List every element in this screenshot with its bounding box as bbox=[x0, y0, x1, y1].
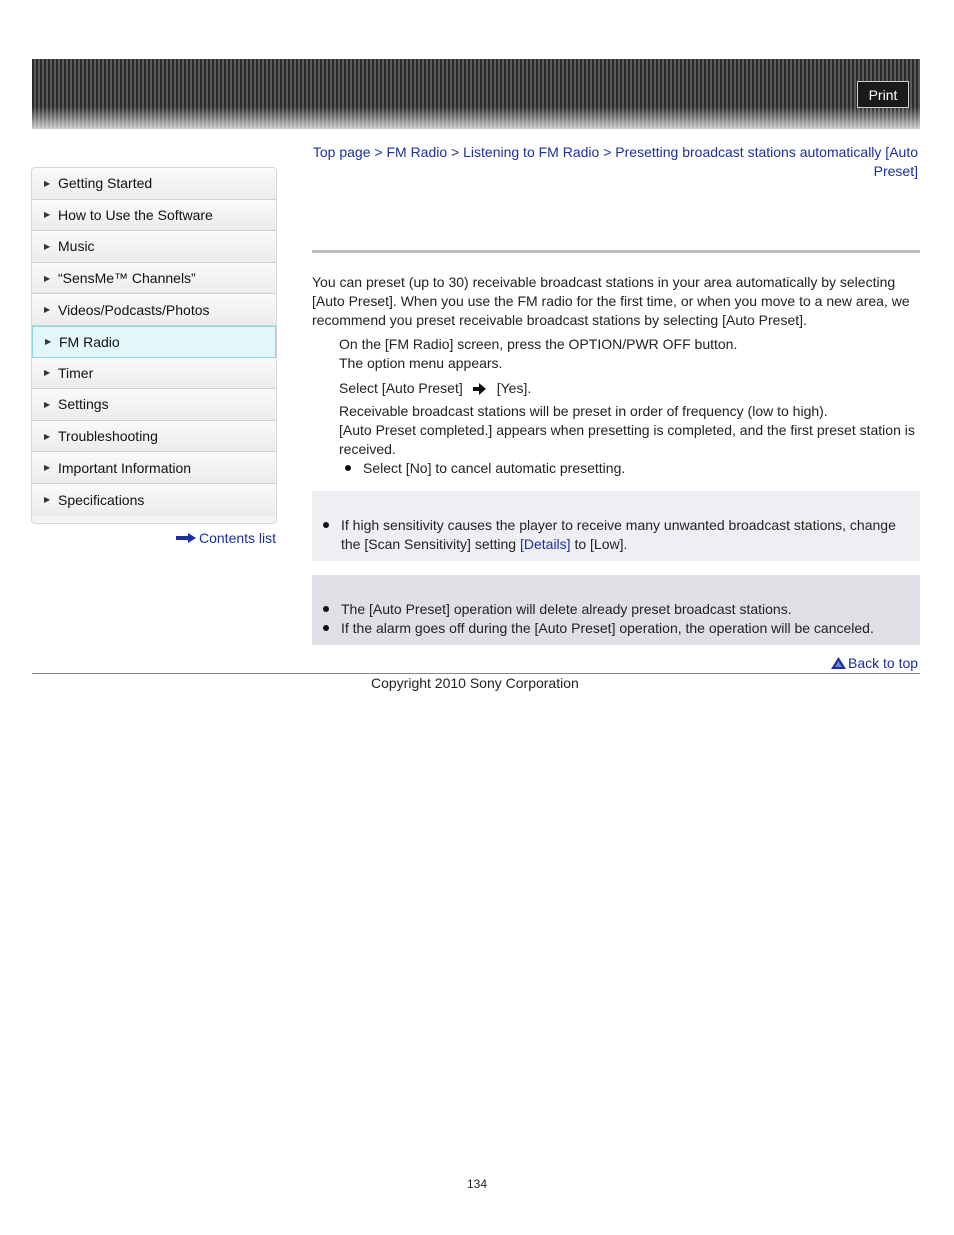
step-2-result bbox=[339, 402, 921, 478]
contents-list-link[interactable] bbox=[176, 530, 276, 546]
note-text: The [Auto Preset] operation will delete already preset broadcast stations. bbox=[341, 601, 792, 617]
note-box bbox=[312, 575, 920, 645]
step-1-result: The option menu appears. bbox=[339, 355, 503, 371]
sidebar-item-music[interactable] bbox=[32, 231, 276, 263]
breadcrumb bbox=[312, 143, 918, 181]
step-2-instruction: Select [Auto Preset] bbox=[339, 380, 463, 396]
step-2-result-line: [Auto Preset completed.] appears when presetting is completed, and the first preset station is received. bbox=[339, 422, 915, 457]
sidebar-item-label: FM Radio bbox=[59, 333, 120, 350]
hint-text-before: If high sensitivity causes the player to receive many unwanted broadcast stations, change the [Scan Sensitivity] setting bbox=[341, 517, 896, 552]
header-banner bbox=[32, 59, 920, 129]
hint-box bbox=[312, 491, 920, 561]
triangle-right-icon: ▶ bbox=[44, 210, 51, 220]
bullet-icon bbox=[323, 606, 329, 612]
list-item bbox=[339, 459, 921, 478]
bullet-icon bbox=[323, 625, 329, 631]
step-2-yes: [Yes]. bbox=[496, 380, 532, 396]
back-to-top-label: Back to top bbox=[848, 655, 919, 671]
copyright-text: Copyright 2010 Sony Corporation bbox=[371, 675, 579, 691]
step-2-result-line: Receivable broadcast stations will be preset in order of frequency (low to high). bbox=[339, 403, 828, 419]
hint-text-after: to [Low]. bbox=[570, 536, 628, 552]
breadcrumb-separator: > bbox=[370, 144, 387, 160]
triangle-right-icon: ▶ bbox=[44, 495, 51, 505]
arrow-right-icon bbox=[473, 383, 487, 395]
sidebar-item-how-to-use-software[interactable] bbox=[32, 200, 276, 232]
sidebar-item-specifications[interactable] bbox=[32, 484, 276, 516]
step-1 bbox=[339, 335, 921, 373]
page-number: 134 bbox=[466, 1177, 488, 1191]
sidebar-item-label: Specifications bbox=[58, 491, 145, 508]
triangle-right-icon: ▶ bbox=[44, 273, 51, 283]
sidebar-item-label: Settings bbox=[58, 396, 109, 413]
list-item-text: Select [No] to cancel automatic presetting. bbox=[363, 460, 626, 476]
triangle-right-icon: ▶ bbox=[45, 337, 52, 347]
sidebar-item-label: “SensMe™ Channels” bbox=[58, 270, 196, 287]
sidebar-item-label: Music bbox=[58, 238, 95, 255]
title-divider bbox=[312, 250, 920, 253]
triangle-right-icon: ▶ bbox=[44, 178, 51, 188]
arrow-right-icon bbox=[176, 533, 196, 543]
sidebar-item-fm-radio[interactable] bbox=[32, 326, 276, 358]
list-item bbox=[323, 619, 913, 638]
note-text: If the alarm goes off during the [Auto Preset] operation, the operation will be canceled. bbox=[341, 620, 874, 636]
details-link[interactable]: [Details] bbox=[519, 536, 571, 552]
sidebar-item-label: How to Use the Software bbox=[58, 206, 213, 223]
sidebar-item-getting-started[interactable] bbox=[32, 168, 276, 200]
contents-list-label: Contents list bbox=[199, 530, 277, 546]
list-item bbox=[323, 600, 913, 619]
sidebar-nav bbox=[31, 167, 277, 524]
breadcrumb-listening[interactable]: Listening to FM Radio bbox=[463, 144, 600, 160]
bullet-icon bbox=[323, 522, 329, 528]
triangle-up-icon bbox=[831, 657, 846, 669]
sidebar-item-important-information[interactable] bbox=[32, 452, 276, 484]
step-1-instruction: On the [FM Radio] screen, press the OPTION/PWR OFF button. bbox=[339, 336, 738, 352]
breadcrumb-top-page[interactable]: Top page bbox=[312, 144, 371, 160]
sidebar-item-label: Troubleshooting bbox=[58, 428, 158, 445]
print-button[interactable]: Print bbox=[857, 81, 909, 108]
sidebar-item-sensme-channels[interactable] bbox=[32, 263, 276, 295]
back-to-top-link[interactable] bbox=[831, 655, 918, 671]
intro-paragraph: You can preset (up to 30) receivable broadcast stations in your area automatically by selecting [Auto Preset]. When you use the FM radio for the first time, or when you move to a new area, we recommend you preset receivable broadcast stations by selecting [Auto Preset]. bbox=[312, 274, 910, 328]
breadcrumb-separator: > bbox=[599, 144, 616, 160]
breadcrumb-separator: > bbox=[447, 144, 464, 160]
bullet-icon bbox=[345, 465, 351, 471]
triangle-right-icon: ▶ bbox=[44, 399, 51, 409]
sidebar-item-label: Videos/Podcasts/Photos bbox=[58, 301, 210, 318]
sidebar-item-troubleshooting[interactable] bbox=[32, 421, 276, 453]
breadcrumb-current[interactable]: Presetting broadcast stations automatically [Auto Preset] bbox=[615, 144, 918, 179]
sidebar-item-label: Getting Started bbox=[58, 175, 153, 192]
hint-text bbox=[341, 516, 913, 554]
triangle-right-icon: ▶ bbox=[44, 241, 51, 251]
sidebar-item-videos-podcasts-photos[interactable] bbox=[32, 294, 276, 326]
sidebar-item-settings[interactable] bbox=[32, 389, 276, 421]
breadcrumb-fm-radio[interactable]: FM Radio bbox=[386, 144, 448, 160]
step-2 bbox=[339, 379, 921, 398]
sidebar-item-label: Timer bbox=[58, 364, 94, 381]
triangle-right-icon: ▶ bbox=[44, 305, 51, 315]
triangle-right-icon: ▶ bbox=[44, 431, 51, 441]
footer-divider bbox=[32, 673, 920, 674]
triangle-right-icon: ▶ bbox=[44, 463, 51, 473]
sidebar-item-label: Important Information bbox=[58, 459, 192, 476]
sidebar-item-timer[interactable] bbox=[32, 358, 276, 390]
triangle-right-icon: ▶ bbox=[44, 368, 51, 378]
list-item bbox=[323, 516, 913, 554]
